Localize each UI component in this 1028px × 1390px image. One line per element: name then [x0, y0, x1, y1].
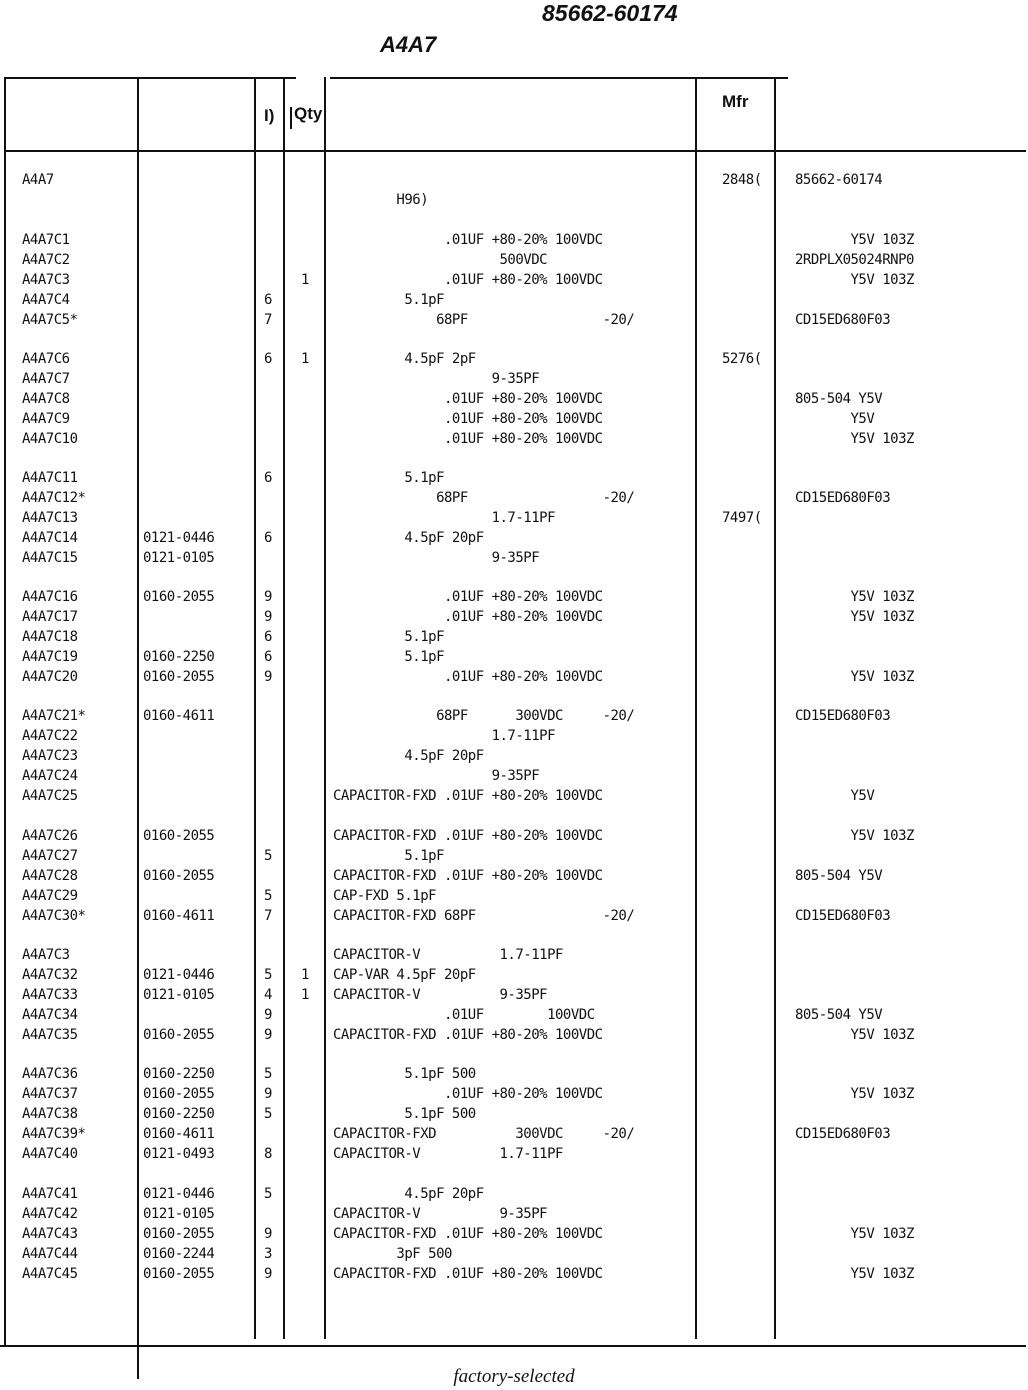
row-mfrpart: 805-504 Y5V [795, 1007, 883, 1023]
row-desc: CAPACITOR-V 9-35PF [333, 1206, 548, 1222]
row-ref: A4A7C11 [22, 470, 78, 486]
row-desc: .01UF +80-20% 100VDC [333, 589, 603, 605]
row-ref: A4A7C2 [22, 252, 70, 268]
row-desc: 3pF 500 [333, 1246, 452, 1262]
row-desc: 5.1pF [333, 649, 445, 665]
row-hp: 0121-0446 [143, 967, 215, 983]
row-desc: .01UF +80-20% 100VDC [333, 272, 603, 288]
row-mfrpart: CD15ED680F03 [795, 908, 891, 924]
row-ref: A4A7C32 [22, 967, 78, 983]
row-hp: 0121-0446 [143, 530, 215, 546]
row-desc: .01UF +80-20% 100VDC [333, 232, 603, 248]
header-bottom-rule [4, 150, 1026, 152]
row-desc: 5.1pF [333, 629, 445, 645]
row-desc: CAP-FXD 5.1pF [333, 888, 437, 904]
row-hp: 0121-0105 [143, 550, 215, 566]
row-desc: .01UF +80-20% 100VDC [333, 669, 603, 685]
row-hp: 0160-2055 [143, 1027, 215, 1043]
row-hp: 0160-4611 [143, 708, 215, 724]
row-cd: 7 [264, 312, 272, 328]
row-ref: A4A7C14 [22, 530, 78, 546]
row-desc: .01UF +80-20% 100VDC [333, 411, 603, 427]
row-cd: 5 [264, 888, 272, 904]
row-cd: 9 [264, 589, 272, 605]
row-hp: 0160-4611 [143, 908, 215, 924]
row-ref: A4A7C13 [22, 510, 78, 526]
row-desc: 68PF 300VDC -20/ [333, 708, 635, 724]
row-desc: 500VDC [333, 252, 548, 268]
row-mfrpart: Y5V 103Z [795, 232, 914, 248]
page-part-number: 85662-60174 [542, 0, 678, 26]
table-top-rule [4, 77, 296, 79]
row-mfrpart: 805-504 Y5V [795, 868, 883, 884]
row-desc: .01UF +80-20% 100VDC [333, 431, 603, 447]
row-ref: A4A7C21* [22, 708, 86, 724]
row-hp: 0160-2055 [143, 1266, 215, 1282]
row-ref: A4A7C9 [22, 411, 70, 427]
footnote: factory-selected [453, 1366, 575, 1387]
row-cd: 8 [264, 1146, 272, 1162]
row-ref: A4A7C5* [22, 312, 78, 328]
row-desc: 4.5pF 20pF [333, 530, 484, 546]
row-ref: A4A7C45 [22, 1266, 78, 1282]
row-ref: A4A7C1 [22, 232, 70, 248]
row-ref: A4A7C41 [22, 1186, 78, 1202]
col-divider-mfr [695, 77, 697, 1339]
row-cd: 5 [264, 848, 272, 864]
row-cd: 5 [264, 1186, 272, 1202]
page-assembly-title: A4A7 [380, 32, 437, 57]
row-cd: 9 [264, 1027, 272, 1043]
row-desc: .01UF +80-20% 100VDC [333, 609, 603, 625]
col-divider-cd [254, 77, 256, 1339]
row-mfrpart: CD15ED680F03 [795, 708, 891, 724]
row-ref: A4A7C34 [22, 1007, 78, 1023]
row-ref: A4A7C18 [22, 629, 78, 645]
row-cd: 9 [264, 1266, 272, 1282]
row-cd: 3 [264, 1246, 272, 1262]
row-hp: 0160-2250 [143, 1066, 215, 1082]
row-cd: 9 [264, 609, 272, 625]
row-cd: 6 [264, 470, 272, 486]
row-ref: A4A7C17 [22, 609, 78, 625]
row-hp: 0160-2055 [143, 1226, 215, 1242]
row-desc: 68PF -20/ [333, 490, 635, 506]
row-ref: A4A7C16 [22, 589, 78, 605]
row-ref: A4A7C37 [22, 1086, 78, 1102]
row-cd: 6 [264, 629, 272, 645]
row-desc: .01UF +80-20% 100VDC [333, 391, 603, 407]
row-ref: A4A7C10 [22, 431, 78, 447]
row-ref: A4A7C38 [22, 1106, 78, 1122]
row-cd: 7 [264, 908, 272, 924]
row-ref: A4A7C27 [22, 848, 78, 864]
row-ref: A4A7C42 [22, 1206, 78, 1222]
row-desc: H96) [333, 192, 429, 208]
qty-header: Qty [294, 104, 323, 123]
col-divider-hp [137, 77, 139, 1379]
row-cd: 6 [264, 292, 272, 308]
row-hp: 0121-0105 [143, 1206, 215, 1222]
row-mfrpart: Y5V [795, 411, 875, 427]
row-desc: 9-35PF [333, 768, 540, 784]
row-ref: A4A7C15 [22, 550, 78, 566]
row-ref: A4A7C7 [22, 371, 70, 387]
row-qty: 1 [301, 351, 309, 367]
row-ref: A4A7C25 [22, 788, 78, 804]
cd-header-fragment: I) [264, 106, 275, 125]
row-desc: 5.1pF [333, 848, 445, 864]
row-mfrpart: Y5V 103Z [795, 1226, 914, 1242]
row-desc: 1.7-11PF [333, 510, 556, 526]
row-desc: CAPACITOR-FXD .01UF +80-20% 100VDC [333, 1266, 603, 1282]
row-mfrpart: Y5V 103Z [795, 589, 914, 605]
col-divider-qty [283, 77, 285, 1339]
row-mfrpart: 2RDPLX05024RNP0 [795, 252, 914, 268]
row-cd: 5 [264, 967, 272, 983]
row-ref: A4A7C8 [22, 391, 70, 407]
table-bottom-rule [0, 1345, 1026, 1347]
row-cd: 9 [264, 1007, 272, 1023]
row-ref: A4A7C40 [22, 1146, 78, 1162]
row-hp: 0160-2250 [143, 1106, 215, 1122]
row-ref: A4A7C23 [22, 748, 78, 764]
row-ref: A4A7C30* [22, 908, 86, 924]
row-cd: 5 [264, 1106, 272, 1122]
row-cd: 6 [264, 351, 272, 367]
row-ref: A4A7C26 [22, 828, 78, 844]
row-mfrpart: Y5V 103Z [795, 272, 914, 288]
row-ref: A4A7C39* [22, 1126, 86, 1142]
row-mfrpart: Y5V 103Z [795, 609, 914, 625]
row-desc: .01UF 100VDC [333, 1007, 595, 1023]
row-desc: 4.5pF 20pF [333, 1186, 484, 1202]
row-ref: A4A7C24 [22, 768, 78, 784]
row-mfrpart: Y5V 103Z [795, 828, 914, 844]
row-ref: A4A7C4 [22, 292, 70, 308]
row-hp: 0160-4611 [143, 1126, 215, 1142]
row-hp: 0121-0493 [143, 1146, 215, 1162]
row-desc: 5.1pF [333, 292, 445, 308]
row-desc: 5.1pF 500 [333, 1066, 476, 1082]
row-desc: CAPACITOR-FXD .01UF +80-20% 100VDC [333, 868, 603, 884]
row-desc: 9-35PF [333, 550, 540, 566]
row-mfrpart: Y5V 103Z [795, 669, 914, 685]
row-desc: CAPACITOR-FXD .01UF +80-20% 100VDC [333, 1226, 603, 1242]
row-desc: CAPACITOR-V 1.7-11PF [333, 947, 563, 963]
row-mfrpart: CD15ED680F03 [795, 312, 891, 328]
row-desc: CAPACITOR-FXD .01UF +80-20% 100VDC [333, 788, 603, 804]
row-desc: 4.5pF 2pF [333, 351, 476, 367]
row-cd: 9 [264, 1086, 272, 1102]
row-cd: 4 [264, 987, 272, 1003]
row-cd: 6 [264, 649, 272, 665]
row-qty: 1 [301, 967, 309, 983]
row-ref: A4A7C3 [22, 947, 70, 963]
row-ref: A4A7C35 [22, 1027, 78, 1043]
row-desc: 1.7-11PF [333, 728, 556, 744]
row-ref: A4A7C28 [22, 868, 78, 884]
row-hp: 0160-2055 [143, 868, 215, 884]
row-ref: A4A7C6 [22, 351, 70, 367]
row-hp: 0160-2250 [143, 649, 215, 665]
row-hp: 0160-2055 [143, 828, 215, 844]
row-desc: CAPACITOR-V 1.7-11PF [333, 1146, 563, 1162]
row-desc: 5.1pF 500 [333, 1106, 476, 1122]
row-ref: A4A7C20 [22, 669, 78, 685]
row-ref: A4A7C22 [22, 728, 78, 744]
header-tick [290, 107, 292, 129]
row-ref: A4A7C44 [22, 1246, 78, 1262]
row-desc: CAPACITOR-V 9-35PF [333, 987, 548, 1003]
row-hp: 0160-2055 [143, 589, 215, 605]
row-desc: CAPACITOR-FXD 68PF -20/ [333, 908, 635, 924]
mfr-header: Mfr [722, 92, 749, 111]
row-hp: 0160-2055 [143, 1086, 215, 1102]
row-desc: 4.5pF 20pF [333, 748, 484, 764]
col-divider-left-edge [4, 77, 6, 1347]
row-ref: A4A7C12* [22, 490, 86, 506]
row-mfrpart: 805-504 Y5V [795, 391, 883, 407]
row-desc: 68PF -20/ [333, 312, 635, 328]
row-ref: A4A7C43 [22, 1226, 78, 1242]
row-mfrpart: CD15ED680F03 [795, 1126, 891, 1142]
row-desc: 9-35PF [333, 371, 540, 387]
table-top-rule-right [330, 77, 788, 79]
row-qty: 1 [301, 987, 309, 1003]
row-mfrpart: Y5V 103Z [795, 431, 914, 447]
row-desc: CAPACITOR-FXD .01UF +80-20% 100VDC [333, 1027, 603, 1043]
row-qty: 1 [301, 272, 309, 288]
row-hp: 0160-2244 [143, 1246, 215, 1262]
row-mfrpart: Y5V 103Z [795, 1027, 914, 1043]
row-mfrpart: Y5V 103Z [795, 1266, 914, 1282]
row-hp: 0121-0446 [143, 1186, 215, 1202]
row-mfrpart: Y5V 103Z [795, 1086, 914, 1102]
row-ref: A4A7C3 [22, 272, 70, 288]
col-divider-mfrpart [774, 77, 776, 1339]
row-ref: A4A7C19 [22, 649, 78, 665]
row-desc: .01UF +80-20% 100VDC [333, 1086, 603, 1102]
row-hp: 0160-2055 [143, 669, 215, 685]
row-mfrpart: 85662-60174 [795, 172, 883, 188]
row-desc: CAP-VAR 4.5pF 20pF [333, 967, 476, 983]
row-cd: 9 [264, 1226, 272, 1242]
row-ref: A4A7C29 [22, 888, 78, 904]
col-divider-desc [324, 77, 326, 1339]
row-mfr: 7497( [722, 510, 762, 526]
row-cd: 5 [264, 1066, 272, 1082]
row-ref: A4A7C33 [22, 987, 78, 1003]
row-ref: A4A7C36 [22, 1066, 78, 1082]
row-desc: 5.1pF [333, 470, 445, 486]
row-cd: 6 [264, 530, 272, 546]
row-hp: 0121-0105 [143, 987, 215, 1003]
row-ref: A4A7 [22, 172, 54, 188]
row-desc: CAPACITOR-FXD .01UF +80-20% 100VDC [333, 828, 603, 844]
row-desc: CAPACITOR-FXD 300VDC -20/ [333, 1126, 635, 1142]
row-mfrpart: CD15ED680F03 [795, 490, 891, 506]
row-mfr: 2848( [722, 172, 762, 188]
row-mfrpart: Y5V [795, 788, 875, 804]
row-cd: 9 [264, 669, 272, 685]
row-mfr: 5276( [722, 351, 762, 367]
